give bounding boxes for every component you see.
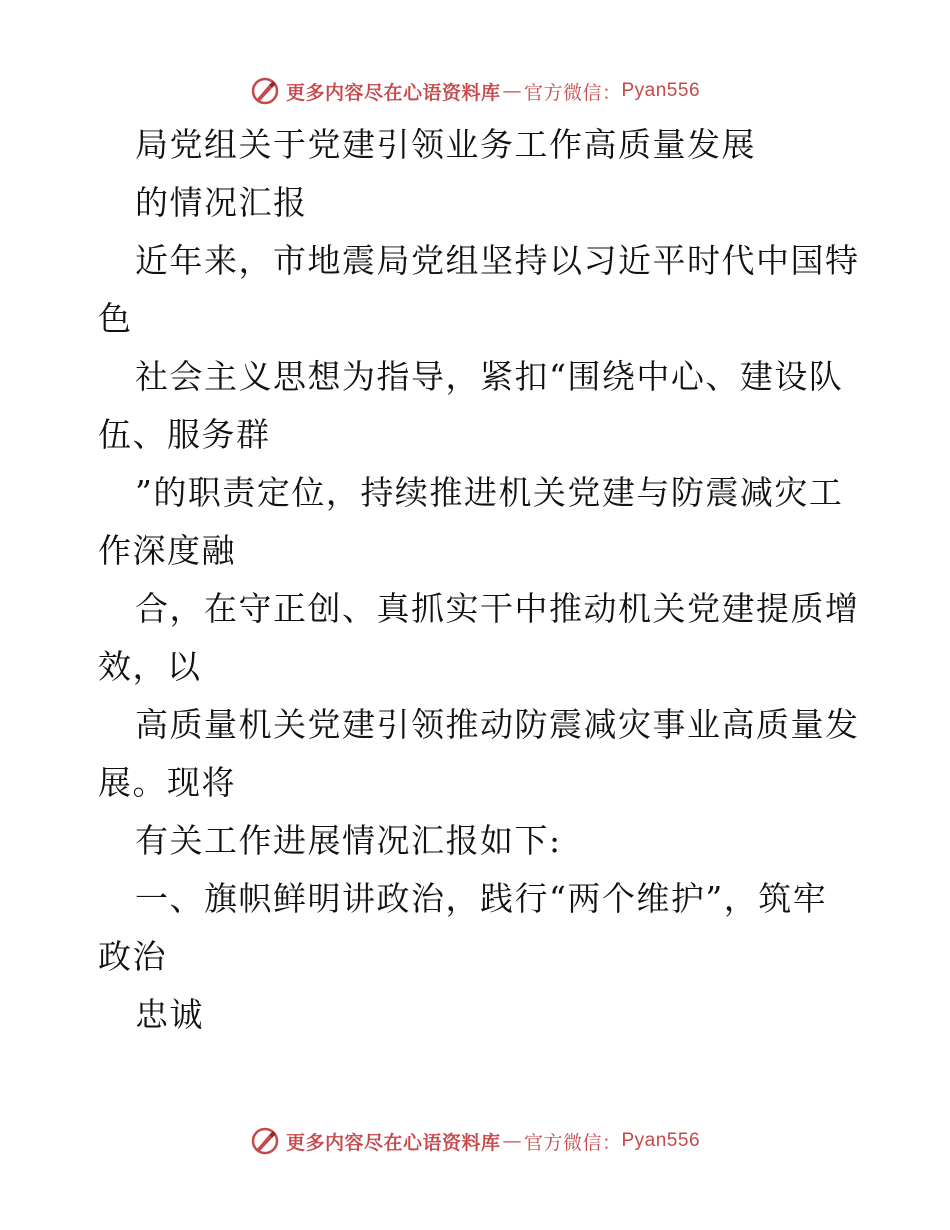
body-line: ”的职责定位，持续推进机关党建与防震减灾工: [135, 473, 844, 512]
watermark-contact-label: 官方微信：: [523, 81, 622, 104]
body-line: 色: [98, 299, 133, 338]
body-line: 作深度融: [98, 531, 236, 570]
watermark-brand: 更多内容尽在心语资料库: [285, 1131, 501, 1154]
watermark-contact-label: 官方微信：: [523, 1131, 622, 1154]
title-line-1: 局党组关于党建引领业务工作高质量发展: [135, 125, 756, 164]
body-line: 有关工作进展情况汇报如下:: [135, 821, 562, 860]
body-line: 社会主义思想为指导，紧扣“围绕中心、建设队: [135, 357, 844, 396]
watermark-contact-id: Pyan556: [621, 1130, 701, 1151]
watermark-contact-id: Pyan556: [621, 80, 701, 101]
watermark-dash: —: [502, 1130, 522, 1152]
watermark-brand: 更多内容尽在心语资料库: [285, 81, 501, 104]
header-watermark: [0, 71, 950, 111]
document-body: [98, 116, 858, 1044]
section-heading-line: 一、旗帜鲜明讲政治，践行“两个维护”，筑牢: [135, 879, 828, 918]
section-heading-line: 政治: [98, 937, 167, 976]
body-line: 展。现将: [98, 763, 236, 802]
body-line: 合，在守正创、真抓实干中推动机关党建提质增: [135, 589, 860, 628]
body-line: 伍、服务群: [98, 415, 271, 454]
body-line: 高质量机关党建引领推动防震减灾事业高质量发: [135, 705, 860, 744]
pen-logo-icon: [250, 76, 280, 106]
body-line: 效，以: [98, 647, 202, 686]
footer-watermark: [0, 1121, 950, 1161]
pen-logo-icon: [250, 1126, 280, 1156]
title-line-2: 的情况汇报: [135, 183, 308, 222]
body-line: 近年来，市地震局党组坚持以习近平时代中国特: [135, 241, 860, 280]
watermark-dash: —: [502, 80, 522, 102]
section-heading-line: 忠诚: [135, 995, 204, 1034]
